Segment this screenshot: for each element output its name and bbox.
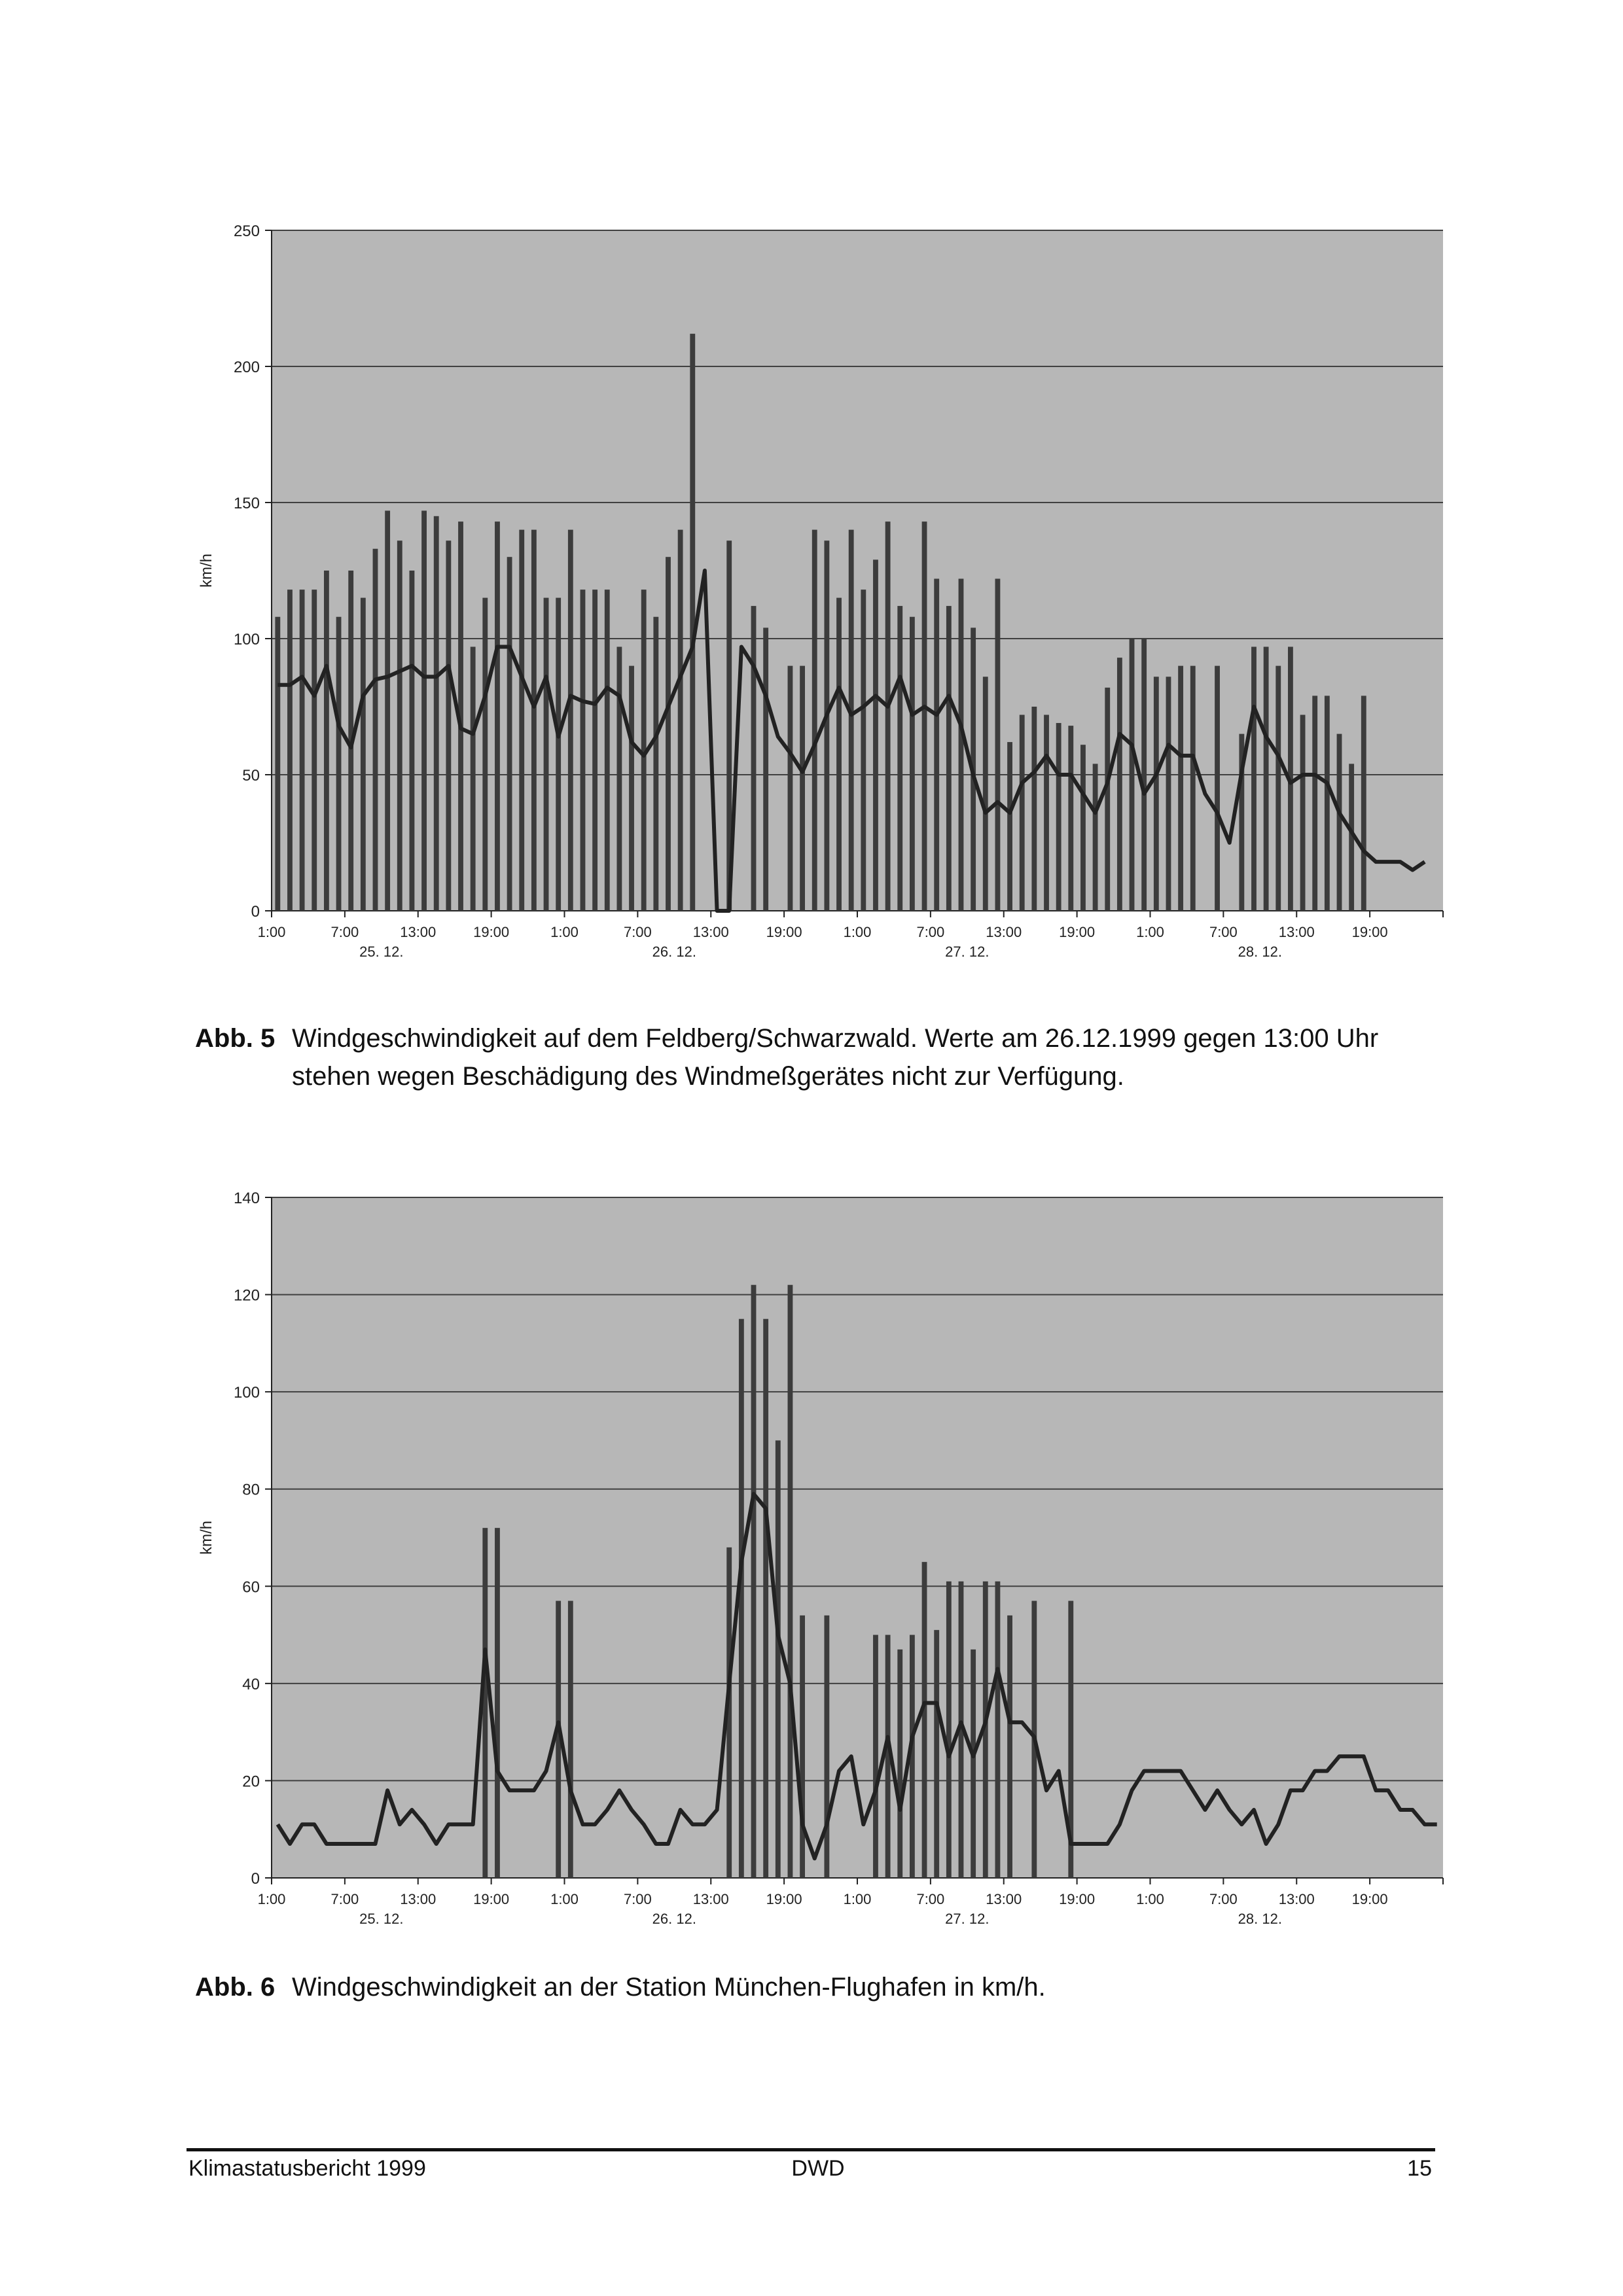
footer-report-title: Klimastatusbericht 1999 <box>188 2156 426 2181</box>
caption-label: Abb. 5 <box>195 1024 276 1053</box>
bar <box>776 1440 781 1878</box>
footer-rule <box>187 2148 1435 2151</box>
bar <box>1007 1616 1012 1878</box>
y-tick-label: 140 <box>233 1190 260 1207</box>
x-tick-label: 19:00 <box>1059 924 1096 940</box>
bar <box>922 1562 927 1878</box>
x-tick-label: 7:00 <box>330 924 359 940</box>
bar <box>995 1581 1001 1878</box>
x-date-label: 25. 12. <box>359 944 404 960</box>
x-tick-label: 13:00 <box>692 1891 729 1907</box>
x-tick-label: 1:00 <box>843 1891 872 1907</box>
y-tick-label: 50 <box>242 767 260 785</box>
bar <box>800 1616 805 1878</box>
x-tick-label: 13:00 <box>400 1891 437 1907</box>
x-tick-label: 1:00 <box>257 1891 286 1907</box>
y-tick-label: 40 <box>242 1675 260 1693</box>
bar <box>568 1601 573 1878</box>
caption-text: Windgeschwindigkeit an der Station München-Flughafen in km/h. <box>292 1973 1046 2002</box>
bar <box>788 1285 793 1878</box>
x-date-label: 25. 12. <box>359 1911 404 1927</box>
x-date-label: 28. 12. <box>1238 1911 1282 1927</box>
x-tick-label: 7:00 <box>916 1891 945 1907</box>
x-tick-label: 13:00 <box>1278 924 1315 940</box>
y-axis-label: km/h <box>198 553 215 588</box>
bar <box>897 1650 902 1878</box>
x-tick-label: 1:00 <box>257 924 286 940</box>
footer-publisher: DWD <box>791 2156 845 2181</box>
bar <box>824 1616 829 1878</box>
bar <box>751 1285 757 1878</box>
y-tick-label: 60 <box>242 1578 260 1597</box>
y-tick-label: 120 <box>233 1286 260 1305</box>
bar <box>763 1319 768 1878</box>
x-tick-label: 7:00 <box>623 924 652 940</box>
x-date-label: 27. 12. <box>945 1911 990 1927</box>
x-tick-label: 1:00 <box>1136 1891 1164 1907</box>
x-tick-label: 1:00 <box>843 924 872 940</box>
x-date-label: 28. 12. <box>1238 944 1282 960</box>
y-tick-label: 0 <box>251 903 260 921</box>
y-tick-label: 100 <box>233 631 260 648</box>
y-tick-label: 80 <box>242 1481 260 1499</box>
x-date-label: 26. 12. <box>652 1911 696 1927</box>
x-tick-label: 13:00 <box>1278 1891 1315 1907</box>
x-tick-label: 7:00 <box>916 924 945 940</box>
x-tick-label: 13:00 <box>986 924 1022 940</box>
y-tick-label: 250 <box>233 222 260 240</box>
y-tick-label: 0 <box>251 1870 260 1888</box>
y-axis-label: km/h <box>198 1520 215 1555</box>
x-tick-label: 7:00 <box>1209 1891 1238 1907</box>
plot-area <box>272 1197 1443 1878</box>
x-date-label: 27. 12. <box>945 944 990 960</box>
x-tick-label: 13:00 <box>986 1891 1022 1907</box>
x-tick-label: 19:00 <box>1351 924 1388 940</box>
x-tick-label: 1:00 <box>550 924 579 940</box>
page-number: 15 <box>1407 2156 1432 2181</box>
x-tick-label: 19:00 <box>1351 1891 1388 1907</box>
bar <box>971 1650 976 1878</box>
x-tick-label: 13:00 <box>692 924 729 940</box>
bar <box>946 1581 952 1878</box>
bar <box>495 1528 500 1878</box>
y-tick-label: 150 <box>233 495 260 512</box>
y-tick-label: 200 <box>233 359 260 376</box>
x-tick-label: 19:00 <box>766 924 802 940</box>
x-tick-label: 19:00 <box>766 1891 802 1907</box>
x-date-label: 26. 12. <box>652 944 696 960</box>
y-tick-label: 100 <box>233 1384 260 1402</box>
x-tick-label: 7:00 <box>1209 924 1238 940</box>
x-tick-label: 1:00 <box>1136 924 1164 940</box>
caption-label: Abb. 6 <box>195 1973 276 2002</box>
bar <box>873 1635 878 1878</box>
y-tick-label: 20 <box>242 1773 260 1791</box>
x-tick-label: 19:00 <box>473 1891 510 1907</box>
caption-text: Windgeschwindigkeit auf dem Feldberg/Schwarzwald. Werte am 26.12.1999 gegen 13:00 Uhr stehen wegen Beschädigung des Windmeßgerätes nicht zur Verfügung. <box>292 1024 1379 1091</box>
x-tick-label: 7:00 <box>623 1891 652 1907</box>
x-tick-label: 13:00 <box>400 924 437 940</box>
x-tick-label: 19:00 <box>473 924 510 940</box>
bar <box>934 1630 939 1878</box>
x-tick-label: 1:00 <box>550 1891 579 1907</box>
x-tick-label: 19:00 <box>1059 1891 1096 1907</box>
x-tick-label: 7:00 <box>330 1891 359 1907</box>
